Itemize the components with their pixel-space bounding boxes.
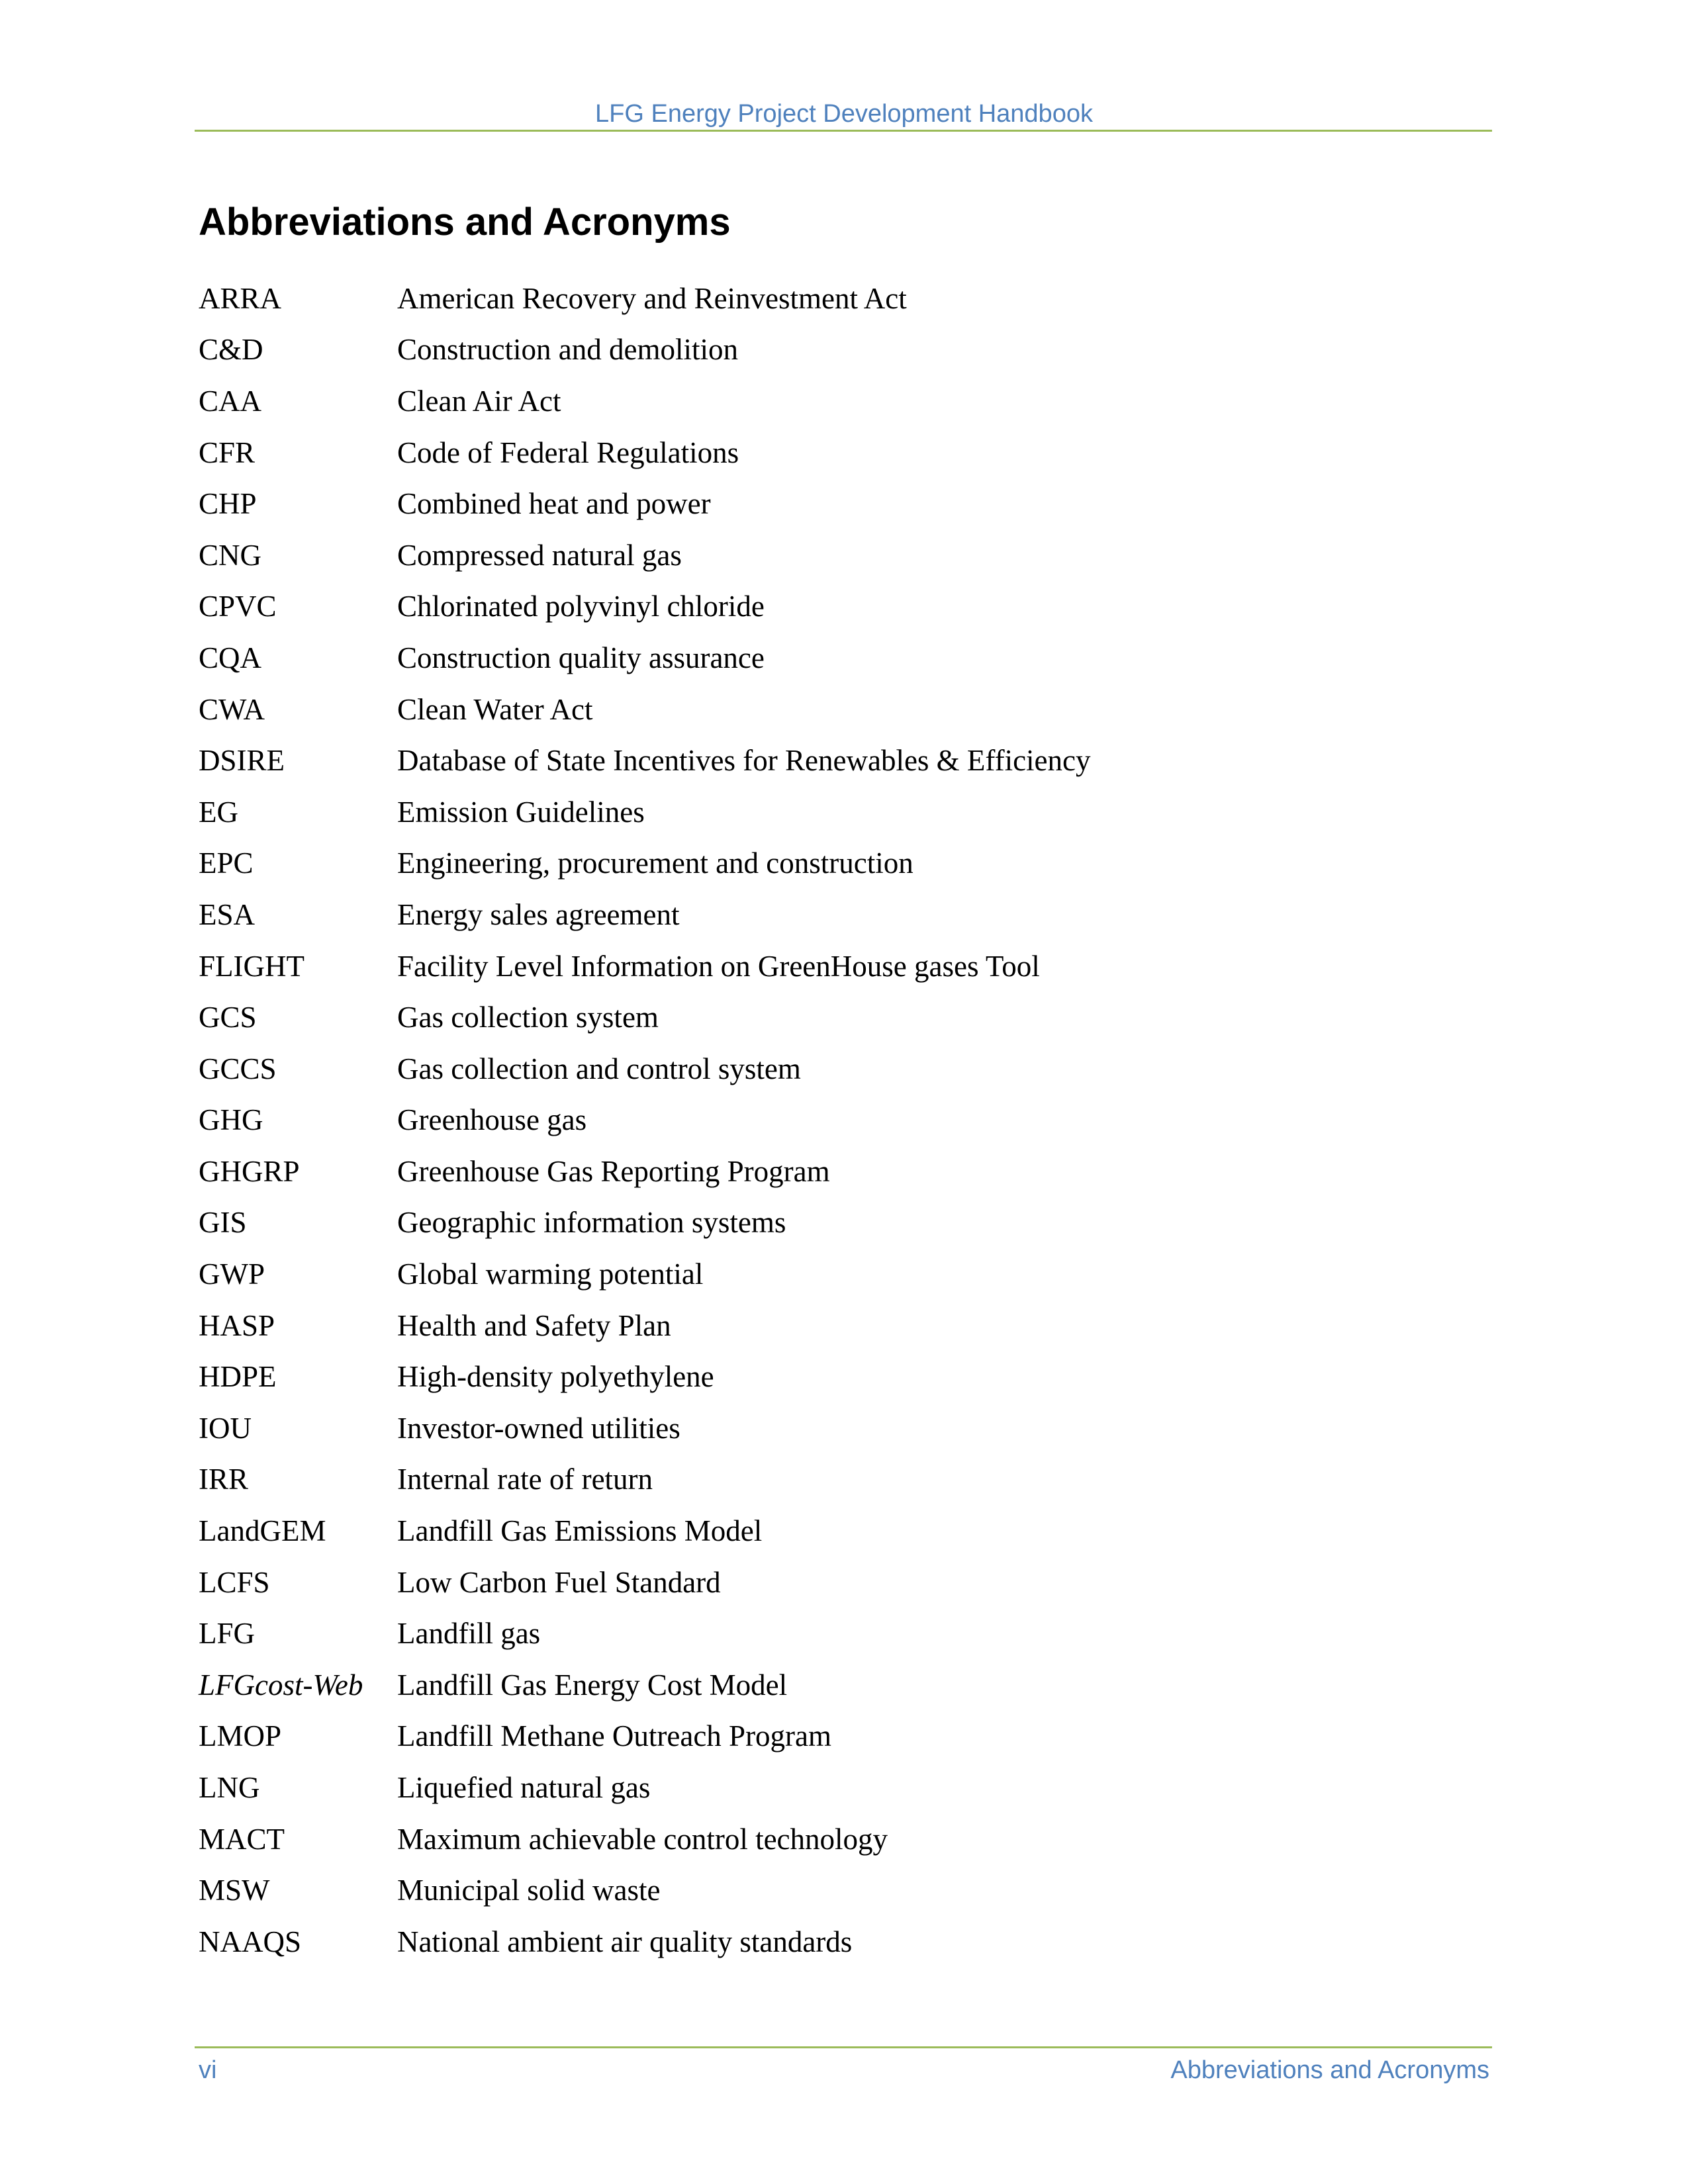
abbreviation-term: LCFS [199,1565,270,1599]
abbreviation-row [199,991,1456,1043]
abbreviation-term: FLIGHT [199,949,305,983]
abbreviation-term: ARRA [199,281,282,315]
abbreviation-term: IRR [199,1463,249,1496]
abbreviation-row [199,478,1456,529]
abbreviation-term: LNG [199,1771,260,1805]
abbreviation-term: EPC [199,846,254,880]
abbreviation-row [199,1095,1456,1146]
abbreviation-row [199,1351,1456,1402]
abbreviation-row [199,324,1456,376]
abbreviation-definition: Low Carbon Fuel Standard [397,1565,721,1599]
abbreviation-definition: Engineering, procurement and construction [397,846,914,880]
abbreviation-row [199,632,1456,684]
abbreviation-term: GHG [199,1103,263,1137]
abbreviation-row [199,1043,1456,1095]
abbreviation-definition: Health and Safety Plan [397,1308,671,1342]
abbreviation-definition: Global warming potential [397,1257,704,1291]
page-number: vi [199,2056,217,2084]
abbreviation-term: GHGRP [199,1154,300,1188]
abbreviation-term: CHP [199,487,257,521]
abbreviation-row [199,1402,1456,1454]
abbreviation-row [199,581,1456,633]
abbreviation-row [199,1454,1456,1506]
abbreviation-term: CNG [199,538,262,572]
abbreviation-term: CFR [199,435,256,469]
abbreviation-row [199,889,1456,940]
abbreviation-definition: Construction and demolition [397,333,738,367]
abbreviation-row [199,838,1456,889]
abbreviation-definition: Combined heat and power [397,487,711,521]
abbreviation-row [199,1916,1456,1968]
abbreviation-term: IOU [199,1411,252,1445]
abbreviation-definition: Clean Water Act [397,692,593,726]
abbreviation-definition: Greenhouse Gas Reporting Program [397,1154,830,1188]
abbreviation-row [199,1505,1456,1557]
footer-section-title: Abbreviations and Acronyms [1170,2056,1489,2084]
abbreviation-row [199,1711,1456,1762]
abbreviation-row [199,1300,1456,1351]
abbreviation-row [199,684,1456,735]
abbreviation-definition: Facility Level Information on GreenHouse gases Tool [397,949,1040,983]
abbreviation-row [199,427,1456,478]
footer-rule [195,2046,1492,2048]
abbreviation-definition: Clean Air Act [397,384,561,418]
abbreviation-definition: Municipal solid waste [397,1874,661,1907]
abbreviation-definition: National ambient air quality standards [397,1925,853,1958]
abbreviation-term: LMOP [199,1719,282,1753]
abbreviation-definition: Landfill Methane Outreach Program [397,1719,832,1753]
abbreviation-list [199,273,1456,1968]
abbreviation-term: MACT [199,1822,285,1856]
abbreviation-term: GIS [199,1206,247,1240]
running-header: LFG Energy Project Development Handbook [595,100,1093,128]
abbreviation-definition: Landfill Gas Emissions Model [397,1514,763,1548]
abbreviation-definition: High-density polyethylene [397,1360,714,1394]
abbreviation-term: GCCS [199,1052,277,1085]
abbreviation-definition: Database of State Incentives for Renewables & Efficiency [397,744,1091,778]
abbreviation-term: LFGcost-Web [199,1668,363,1702]
abbreviation-definition: Landfill Gas Energy Cost Model [397,1668,788,1702]
abbreviation-term: GWP [199,1257,265,1291]
abbreviation-row [199,1608,1456,1659]
abbreviation-term: GCS [199,1001,257,1034]
abbreviation-definition: Geographic information systems [397,1206,786,1240]
abbreviation-term: LFG [199,1617,256,1651]
abbreviation-definition: Investor-owned utilities [397,1411,680,1445]
abbreviation-definition: Greenhouse gas [397,1103,587,1137]
abbreviation-term: ESA [199,897,256,931]
abbreviation-definition: American Recovery and Reinvestment Act [397,281,907,315]
abbreviation-row [199,1248,1456,1300]
abbreviation-row [199,1864,1456,1916]
abbreviation-row [199,1762,1456,1813]
abbreviation-row [199,375,1456,427]
abbreviation-definition: Landfill gas [397,1617,541,1651]
abbreviation-row [199,786,1456,838]
abbreviation-term: LandGEM [199,1514,326,1548]
header-rule [195,130,1492,132]
abbreviation-row [199,1557,1456,1608]
abbreviation-term: MSW [199,1874,270,1907]
abbreviation-definition: Liquefied natural gas [397,1771,651,1805]
page-title: Abbreviations and Acronyms [199,201,731,244]
abbreviation-term: HDPE [199,1360,277,1394]
abbreviation-row [199,940,1456,992]
abbreviation-term: EG [199,795,238,829]
abbreviation-definition: Gas collection system [397,1001,659,1034]
abbreviation-row [199,1659,1456,1711]
abbreviation-term: DSIRE [199,744,285,778]
abbreviation-row [199,1146,1456,1197]
abbreviation-term: CPVC [199,590,277,623]
abbreviation-row [199,1813,1456,1865]
abbreviation-definition: Gas collection and control system [397,1052,801,1085]
abbreviation-row [199,735,1456,786]
abbreviation-term: CQA [199,641,262,674]
abbreviation-row [199,529,1456,581]
abbreviation-definition: Compressed natural gas [397,538,682,572]
abbreviation-term: NAAQS [199,1925,302,1958]
abbreviation-term: HASP [199,1308,275,1342]
abbreviation-definition: Code of Federal Regulations [397,435,739,469]
abbreviation-row [199,1197,1456,1249]
abbreviation-definition: Maximum achievable control technology [397,1822,888,1856]
abbreviation-row [199,273,1456,324]
abbreviation-definition: Chlorinated polyvinyl chloride [397,590,765,623]
abbreviation-term: CAA [199,384,262,418]
abbreviation-definition: Emission Guidelines [397,795,645,829]
abbreviation-term: C&D [199,333,263,367]
abbreviation-definition: Energy sales agreement [397,897,680,931]
abbreviation-term: CWA [199,692,265,726]
abbreviation-definition: Construction quality assurance [397,641,765,674]
abbreviation-definition: Internal rate of return [397,1463,653,1496]
